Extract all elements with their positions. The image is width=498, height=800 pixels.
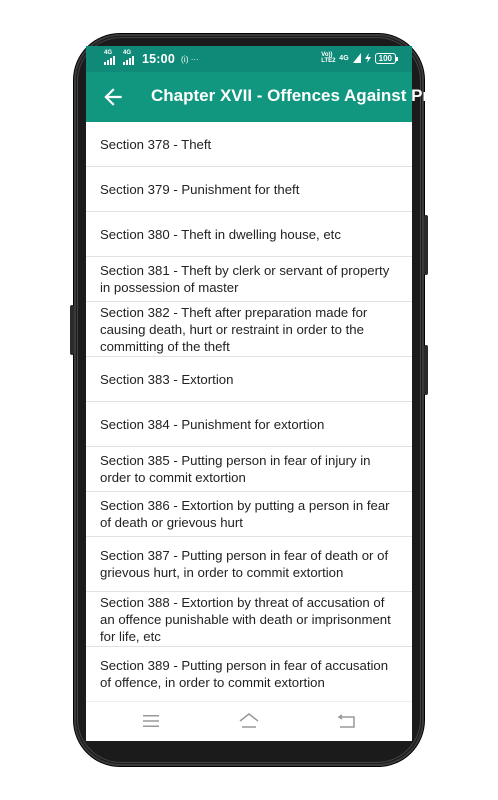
section-list bbox=[86, 122, 412, 702]
signal-icon bbox=[353, 53, 361, 63]
list-item[interactable] bbox=[86, 212, 412, 257]
list-item-label: Section 387 - Putting person in fear of death or of grievous hurt, in order to commit extortion bbox=[100, 548, 389, 580]
list-item[interactable] bbox=[86, 402, 412, 447]
status-bar bbox=[86, 46, 412, 72]
phone-side-button bbox=[70, 305, 74, 355]
list-item-label: Section 383 - Extortion bbox=[100, 371, 234, 387]
list-item[interactable] bbox=[86, 492, 412, 537]
list-item-label: Section 378 - Theft bbox=[100, 136, 212, 152]
signal-sim1-icon bbox=[104, 50, 117, 65]
battery-level: 100 bbox=[378, 53, 392, 63]
list-item[interactable] bbox=[86, 167, 412, 212]
list-item-label: Section 381 - Theft by clerk or servant of property in possession of master bbox=[100, 263, 390, 295]
list-item[interactable] bbox=[86, 302, 412, 357]
sim2-label: 4G bbox=[123, 50, 132, 56]
sim1-label: 4G bbox=[104, 50, 113, 56]
list-item[interactable] bbox=[86, 122, 412, 167]
list-item[interactable] bbox=[86, 647, 412, 702]
list-item[interactable] bbox=[86, 592, 412, 647]
list-item-label: Section 389 - Putting person in fear of accusation of offence, in order to commit extortion bbox=[100, 658, 389, 690]
list-item[interactable] bbox=[86, 257, 412, 302]
phone-volume-button bbox=[424, 215, 428, 275]
home-icon[interactable] bbox=[238, 712, 260, 730]
list-item[interactable] bbox=[86, 357, 412, 402]
list-item[interactable] bbox=[86, 447, 412, 492]
arrow-left-icon[interactable] bbox=[100, 84, 126, 110]
phone-power-button bbox=[424, 345, 428, 395]
menu-icon[interactable] bbox=[140, 712, 162, 730]
back-icon[interactable] bbox=[336, 712, 358, 730]
volte-indicator: Vo)) LTE2 bbox=[321, 52, 336, 64]
charging-icon bbox=[365, 53, 371, 63]
clock: 15:00 bbox=[142, 52, 175, 66]
list-item[interactable] bbox=[86, 537, 412, 592]
network-type: 4G bbox=[339, 54, 349, 62]
system-nav-bar bbox=[86, 701, 412, 741]
list-item-label: Section 384 - Punishment for extortion bbox=[100, 416, 325, 432]
list-item-label: Section 386 - Extortion by putting a person in fear of death or grievous hurt bbox=[100, 498, 390, 530]
battery-icon bbox=[375, 53, 396, 64]
list-item-label: Section 382 - Theft after preparation made for causing death, hurt or restraint in order to the committing of the theft bbox=[100, 304, 368, 354]
list-item-label: Section 385 - Putting person in fear of injury in order to commit extortion bbox=[100, 453, 371, 485]
status-extra-icons: (ı̇) ··· bbox=[180, 54, 199, 64]
list-item-label: Section 380 - Theft in dwelling house, etc bbox=[100, 226, 341, 242]
list-item-label: Section 388 - Extortion by threat of accusation of an offence punishable with death or imprisonment for life, etc bbox=[100, 594, 391, 644]
screen bbox=[86, 46, 481, 740]
page-title: Chapter XVII - Offences Against Property bbox=[151, 86, 481, 105]
app-bar bbox=[86, 72, 481, 122]
list-item-label: Section 379 - Punishment for theft bbox=[100, 181, 300, 197]
signal-sim2-icon bbox=[123, 50, 136, 65]
